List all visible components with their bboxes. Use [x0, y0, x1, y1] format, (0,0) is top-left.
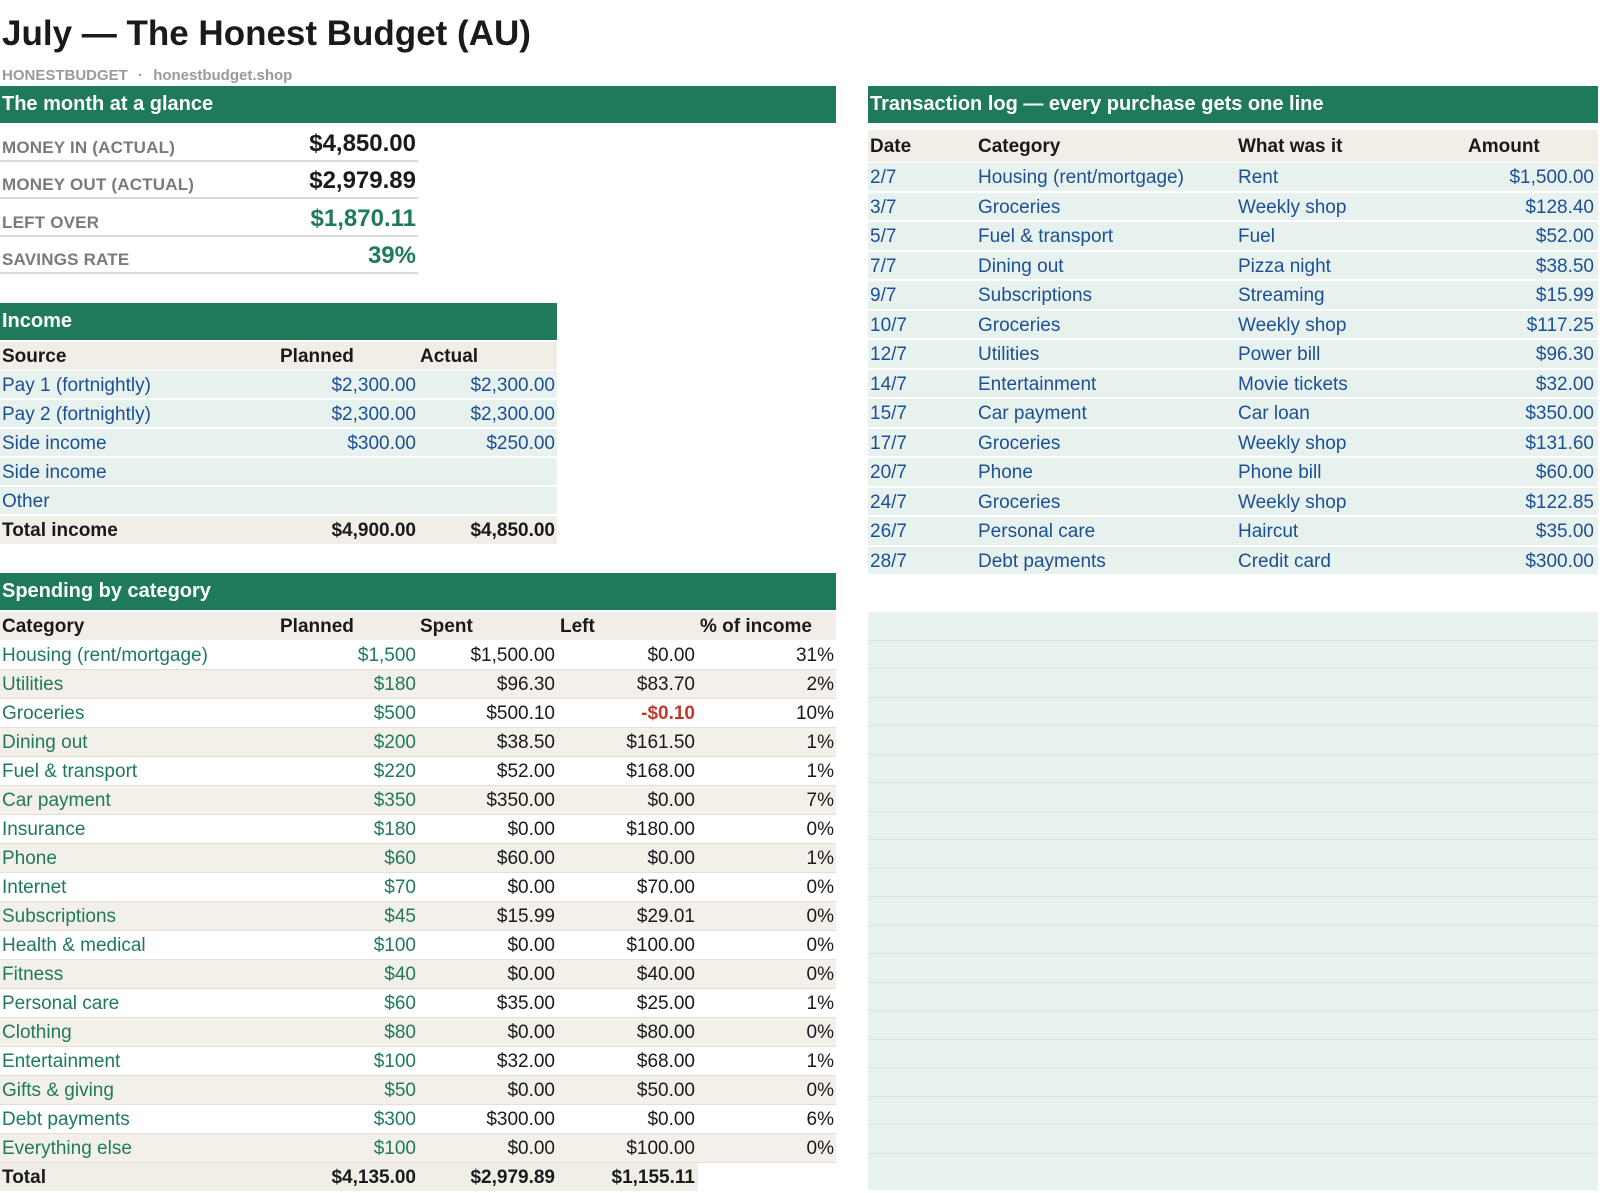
spending-left: $25.00 — [636, 993, 695, 1014]
tx-amount[interactable]: $131.60 — [1525, 432, 1594, 454]
tx-what[interactable]: Haircut — [1238, 521, 1299, 542]
spending-category[interactable]: Fitness — [2, 964, 64, 985]
glance-value: 39% — [367, 242, 416, 269]
spending-row[interactable] — [0, 1018, 836, 1047]
transaction-empty-line[interactable] — [868, 1011, 1598, 1040]
spending-row[interactable] — [0, 989, 836, 1018]
spending-row[interactable] — [0, 699, 836, 728]
income-total-row — [0, 516, 557, 545]
tx-date[interactable]: 10/7 — [870, 314, 907, 336]
spending-left: $40.00 — [636, 964, 695, 985]
income-source[interactable]: Side income — [2, 433, 107, 454]
spending-row[interactable] — [0, 1105, 836, 1134]
spending-spent: $0.00 — [507, 935, 555, 956]
income-planned[interactable]: $2,300.00 — [331, 404, 416, 425]
tx-category[interactable]: Entertainment — [978, 373, 1097, 395]
spending-category[interactable]: Fuel & transport — [2, 761, 138, 782]
spending-planned[interactable]: $200 — [373, 732, 416, 753]
tx-col-date: Date — [870, 136, 912, 157]
income-col-actual: Actual — [420, 346, 479, 367]
spending-row[interactable] — [0, 844, 836, 873]
income-row[interactable] — [0, 371, 557, 400]
spending-spent: $0.00 — [507, 819, 555, 840]
tx-what[interactable]: Fuel — [1238, 226, 1275, 247]
spending-col-category: Category — [2, 616, 85, 637]
tx-amount[interactable]: $300.00 — [1525, 550, 1594, 572]
tx-date[interactable]: 7/7 — [870, 255, 897, 277]
spending-left: $0.00 — [647, 645, 695, 666]
tx-date[interactable]: 12/7 — [870, 344, 907, 365]
tx-category[interactable]: Subscriptions — [978, 285, 1093, 306]
brand-line — [2, 67, 292, 84]
tx-amount[interactable]: $35.00 — [1535, 521, 1594, 542]
transaction-empty-line[interactable] — [868, 641, 1598, 670]
transaction-row[interactable] — [868, 429, 1598, 459]
transaction-empty-line[interactable] — [868, 840, 1598, 869]
tx-what[interactable]: Weekly shop — [1238, 432, 1347, 454]
spending-header: Spending by category — [0, 573, 836, 610]
spending-left: $168.00 — [626, 761, 695, 782]
transactions-header: Transaction log — every purchase gets one line — [868, 86, 1598, 123]
spending-spent: $32.00 — [496, 1051, 555, 1072]
tx-what[interactable]: Car loan — [1238, 403, 1310, 424]
income-actual[interactable]: $250.00 — [486, 433, 555, 454]
spending-category[interactable]: Internet — [2, 877, 67, 898]
transaction-row[interactable] — [868, 193, 1598, 223]
spending-planned[interactable]: $180 — [373, 674, 416, 695]
spending-planned[interactable]: $50 — [384, 1080, 416, 1101]
tx-what[interactable]: Streaming — [1238, 285, 1325, 306]
tx-amount[interactable]: $38.50 — [1535, 255, 1594, 277]
spending-spent: $0.00 — [507, 1138, 555, 1159]
transactions-column-headers — [868, 130, 1598, 163]
transaction-row[interactable] — [868, 311, 1598, 341]
spending-row[interactable] — [0, 757, 836, 786]
transaction-empty-line[interactable] — [868, 812, 1598, 841]
spending-row[interactable] — [0, 670, 836, 699]
glance-value: $1,870.11 — [310, 204, 416, 232]
spending-left: $100.00 — [626, 1138, 695, 1159]
tx-date[interactable]: 9/7 — [870, 285, 897, 306]
glance-row — [0, 237, 418, 275]
spending-total-left: $1,155.11 — [611, 1167, 695, 1188]
spending-left: -$0.10 — [641, 703, 695, 724]
tx-date[interactable]: 17/7 — [870, 432, 907, 454]
spending-planned[interactable]: $40 — [384, 964, 416, 985]
income-col-source: Source — [2, 346, 67, 367]
spending-left: $50.00 — [636, 1080, 695, 1101]
spending-spent: $300.00 — [486, 1109, 555, 1130]
tx-date[interactable]: 14/7 — [870, 373, 907, 395]
glance-label: MONEY OUT (ACTUAL) — [2, 175, 195, 194]
spending-planned[interactable]: $100 — [373, 1051, 416, 1072]
spending-row[interactable] — [0, 873, 836, 902]
spending-category[interactable]: Health & medical — [2, 935, 146, 956]
spending-category[interactable]: Subscriptions — [2, 906, 117, 927]
spending-category[interactable]: Dining out — [2, 732, 88, 753]
tx-amount[interactable]: $96.30 — [1535, 344, 1594, 365]
spending-planned[interactable]: $100 — [373, 1138, 416, 1159]
spending-column-headers — [0, 612, 836, 641]
income-col-planned: Planned — [280, 346, 354, 367]
transaction-empty-line[interactable] — [868, 612, 1598, 641]
spending-category[interactable]: Groceries — [2, 703, 85, 724]
spending-planned[interactable]: $80 — [384, 1022, 416, 1043]
tx-amount[interactable]: $32.00 — [1535, 373, 1594, 395]
spending-spent: $0.00 — [507, 1080, 555, 1101]
tx-date[interactable]: 20/7 — [870, 462, 907, 483]
spending-planned[interactable]: $70 — [384, 877, 416, 898]
glance-label: LEFT OVER — [2, 212, 100, 232]
transaction-row[interactable] — [868, 547, 1598, 577]
tx-date[interactable]: 2/7 — [870, 167, 897, 188]
tx-what[interactable]: Credit card — [1238, 550, 1331, 572]
spending-planned[interactable]: $100 — [373, 935, 416, 956]
spending-planned[interactable]: $60 — [384, 848, 416, 869]
tx-col-what: What was it — [1238, 136, 1343, 157]
income-source[interactable]: Pay 2 (fortnightly) — [2, 404, 151, 425]
spending-spent: $38.50 — [496, 732, 555, 753]
spending-pct: 0% — [806, 877, 834, 898]
spending-planned[interactable]: $1,500 — [357, 645, 416, 666]
transaction-empty-line[interactable] — [868, 954, 1598, 983]
spending-category[interactable]: Utilities — [2, 674, 64, 695]
spending-category[interactable]: Everything else — [2, 1138, 132, 1159]
spending-total-label: Total — [2, 1167, 46, 1188]
transaction-empty-line[interactable] — [868, 926, 1598, 955]
spending-row[interactable] — [0, 960, 836, 989]
spending-pct: 0% — [806, 1022, 834, 1043]
spending-pct: 1% — [806, 848, 834, 869]
income-header: Income — [0, 303, 557, 340]
spending-pct: 1% — [806, 993, 834, 1014]
transaction-row[interactable] — [868, 370, 1598, 400]
tx-category[interactable]: Phone — [978, 462, 1033, 483]
spending-row[interactable] — [0, 1047, 836, 1076]
tx-date[interactable]: 24/7 — [870, 491, 907, 513]
income-actual[interactable]: $2,300.00 — [470, 404, 555, 425]
tx-what[interactable]: Weekly shop — [1238, 491, 1347, 513]
spending-row[interactable] — [0, 728, 836, 757]
income-column-headers — [0, 342, 557, 371]
spending-category[interactable]: Car payment — [2, 790, 111, 811]
spending-category[interactable]: Entertainment — [2, 1051, 121, 1072]
spending-spent: $0.00 — [507, 964, 555, 985]
spending-row[interactable] — [0, 1134, 836, 1163]
spending-planned[interactable]: $180 — [373, 819, 416, 840]
tx-category[interactable]: Groceries — [978, 491, 1061, 513]
tx-amount[interactable]: $117.25 — [1526, 314, 1594, 336]
spending-spent: $35.00 — [496, 993, 555, 1014]
tx-amount[interactable]: $122.85 — [1525, 491, 1594, 513]
spending-col-planned: Planned — [280, 616, 354, 637]
spending-pct: 1% — [806, 732, 834, 753]
spending-planned[interactable]: $300 — [373, 1109, 416, 1130]
transaction-empty-line[interactable] — [868, 869, 1598, 898]
spending-spent: $1,500.00 — [470, 645, 555, 666]
income-row[interactable] — [0, 458, 557, 487]
spending-spent: $15.99 — [496, 906, 555, 927]
tx-category[interactable]: Groceries — [978, 314, 1061, 336]
income-row[interactable] — [0, 400, 557, 429]
spending-pct: 0% — [806, 964, 834, 985]
spending-pct: 2% — [806, 674, 834, 695]
income-source[interactable]: Side income — [2, 462, 107, 483]
glance-header: The month at a glance — [0, 86, 836, 123]
spending-row[interactable] — [0, 786, 836, 815]
tx-what[interactable]: Phone bill — [1238, 462, 1322, 483]
tx-date[interactable]: 28/7 — [870, 550, 907, 572]
income-source[interactable]: Pay 1 (fortnightly) — [2, 375, 151, 396]
page-title: July — The Honest Budget (AU) — [2, 14, 531, 53]
transaction-row[interactable] — [868, 458, 1598, 488]
spending-left: $0.00 — [647, 848, 695, 869]
spending-category[interactable]: Gifts & giving — [2, 1080, 114, 1101]
spending-pct: 7% — [806, 790, 834, 811]
spending-spent: $0.00 — [507, 877, 555, 898]
spending-pct: 1% — [806, 761, 834, 782]
spending-spent: $0.00 — [507, 1022, 555, 1043]
transaction-row[interactable] — [868, 517, 1598, 547]
transaction-row[interactable] — [868, 340, 1598, 370]
spending-left: $100.00 — [626, 935, 695, 956]
spending-spent: $60.00 — [496, 848, 555, 869]
transactions-empty-rows[interactable] — [868, 612, 1598, 1190]
transaction-row[interactable] — [868, 488, 1598, 518]
tx-category[interactable]: Dining out — [978, 255, 1064, 277]
spending-category[interactable]: Debt payments — [2, 1109, 130, 1130]
transaction-empty-line[interactable] — [868, 1040, 1598, 1069]
spending-category[interactable]: Personal care — [2, 993, 120, 1014]
transaction-row[interactable] — [868, 222, 1598, 252]
income-table — [0, 342, 557, 545]
spending-category[interactable]: Insurance — [2, 819, 86, 840]
income-planned[interactable]: $300.00 — [347, 433, 416, 454]
spending-left: $83.70 — [636, 674, 695, 695]
brand-name: HONESTBUDGET — [2, 67, 128, 84]
tx-category[interactable]: Utilities — [978, 344, 1040, 365]
spending-pct: 0% — [806, 1138, 834, 1159]
transaction-empty-line[interactable] — [868, 983, 1598, 1012]
spending-spent: $500.10 — [486, 703, 555, 724]
spending-category[interactable]: Phone — [2, 848, 57, 869]
spending-pct: 1% — [806, 1051, 834, 1072]
spending-row[interactable] — [0, 815, 836, 844]
tx-category[interactable]: Groceries — [978, 196, 1061, 218]
spending-spent: $96.30 — [496, 674, 555, 695]
income-source[interactable]: Other — [2, 491, 50, 512]
glance-label: MONEY IN (ACTUAL) — [2, 137, 176, 157]
brand-separator: · — [138, 67, 144, 84]
transaction-empty-line[interactable] — [868, 726, 1598, 755]
transaction-row[interactable] — [868, 252, 1598, 282]
income-actual[interactable]: $2,300.00 — [470, 375, 555, 396]
tx-amount[interactable]: $1,500.00 — [1509, 167, 1594, 188]
tx-what[interactable]: Pizza night — [1238, 255, 1331, 277]
spending-pct: 0% — [806, 906, 834, 927]
spending-total-planned: $4,135.00 — [331, 1167, 416, 1188]
tx-amount[interactable]: $15.99 — [1535, 285, 1594, 306]
tx-what[interactable]: Weekly shop — [1238, 196, 1347, 218]
spending-left: $80.00 — [636, 1022, 695, 1043]
income-row[interactable] — [0, 487, 557, 516]
spending-pct: 31% — [795, 645, 834, 666]
spending-table — [0, 612, 836, 1192]
tx-what[interactable]: Weekly shop — [1238, 314, 1347, 336]
tx-category[interactable]: Housing (rent/mortgage) — [978, 167, 1184, 188]
spending-planned[interactable]: $500 — [373, 703, 416, 724]
spending-row[interactable] — [0, 641, 836, 670]
spending-planned[interactable]: $60 — [384, 993, 416, 1014]
transaction-row[interactable] — [868, 163, 1598, 193]
spending-left: $180.00 — [626, 819, 695, 840]
tx-category[interactable]: Personal care — [978, 521, 1096, 542]
spending-category[interactable]: Housing (rent/mortgage) — [2, 645, 208, 666]
spending-pct: 0% — [806, 819, 834, 840]
glance-row — [0, 199, 418, 237]
tx-amount[interactable]: $60.00 — [1535, 462, 1594, 483]
spending-col-left: Left — [560, 616, 595, 637]
income-row[interactable] — [0, 429, 557, 458]
glance-row — [0, 124, 418, 162]
glance-row — [0, 162, 418, 200]
spending-planned[interactable]: $350 — [373, 790, 416, 811]
transaction-empty-line[interactable] — [868, 1097, 1598, 1126]
spending-pct: 6% — [806, 1109, 834, 1130]
spending-row[interactable] — [0, 931, 836, 960]
tx-category[interactable]: Car payment — [978, 403, 1087, 424]
spending-spent: $350.00 — [486, 790, 555, 811]
spending-left: $70.00 — [636, 877, 695, 898]
spending-pct: 0% — [806, 1080, 834, 1101]
transaction-empty-line[interactable] — [868, 755, 1598, 784]
spending-category[interactable]: Clothing — [2, 1022, 72, 1043]
spending-row[interactable] — [0, 902, 836, 931]
spending-left: $0.00 — [647, 1109, 695, 1130]
glance-table — [0, 124, 418, 274]
tx-what[interactable]: Rent — [1238, 167, 1279, 188]
spending-left: $161.50 — [626, 732, 695, 753]
transactions-table — [868, 130, 1598, 576]
spending-left: $29.01 — [636, 906, 695, 927]
tx-date[interactable]: 15/7 — [870, 403, 907, 424]
tx-date[interactable]: 26/7 — [870, 521, 907, 542]
spending-row[interactable] — [0, 1076, 836, 1105]
spending-col-pct: % of income — [700, 616, 812, 637]
income-planned[interactable]: $2,300.00 — [331, 375, 416, 396]
transaction-empty-line[interactable] — [868, 669, 1598, 698]
transaction-empty-line[interactable] — [868, 1125, 1598, 1154]
spending-left: $0.00 — [647, 790, 695, 811]
income-total-label: Total income — [2, 520, 118, 541]
tx-date[interactable]: 5/7 — [870, 226, 897, 247]
tx-what[interactable]: Power bill — [1238, 344, 1321, 365]
tx-what[interactable]: Movie tickets — [1238, 373, 1348, 395]
transaction-empty-line[interactable] — [868, 897, 1598, 926]
income-total-planned: $4,900.00 — [331, 520, 416, 541]
spending-pct: 0% — [806, 935, 834, 956]
tx-date[interactable]: 3/7 — [870, 196, 897, 218]
tx-category[interactable]: Fuel & transport — [978, 226, 1114, 247]
spending-planned[interactable]: $45 — [384, 906, 416, 927]
tx-col-amount: Amount — [1468, 136, 1540, 157]
tx-col-category: Category — [978, 136, 1061, 157]
tx-amount[interactable]: $128.40 — [1525, 196, 1594, 218]
spending-total-row — [0, 1163, 698, 1192]
spending-planned[interactable]: $220 — [373, 761, 416, 782]
transaction-row[interactable] — [868, 281, 1598, 311]
transaction-empty-line[interactable] — [868, 783, 1598, 812]
spending-left: $68.00 — [636, 1051, 695, 1072]
transaction-empty-line[interactable] — [868, 698, 1598, 727]
spending-col-spent: Spent — [420, 616, 473, 637]
tx-category[interactable]: Groceries — [978, 432, 1061, 454]
spending-total-spent: $2,979.89 — [470, 1167, 555, 1188]
tx-amount[interactable]: $52.00 — [1535, 226, 1594, 247]
glance-value: $4,850.00 — [309, 129, 416, 157]
transaction-empty-line[interactable] — [868, 1068, 1598, 1097]
income-total-actual: $4,850.00 — [470, 520, 555, 541]
glance-value: $2,979.89 — [309, 167, 416, 194]
spending-pct: 10% — [795, 703, 834, 724]
transaction-row[interactable] — [868, 399, 1598, 429]
site-link[interactable]: honestbudget.shop — [153, 67, 293, 84]
tx-amount[interactable]: $350.00 — [1525, 403, 1594, 424]
glance-label: SAVINGS RATE — [2, 250, 130, 269]
spending-spent: $52.00 — [496, 761, 555, 782]
tx-category[interactable]: Debt payments — [978, 550, 1106, 572]
